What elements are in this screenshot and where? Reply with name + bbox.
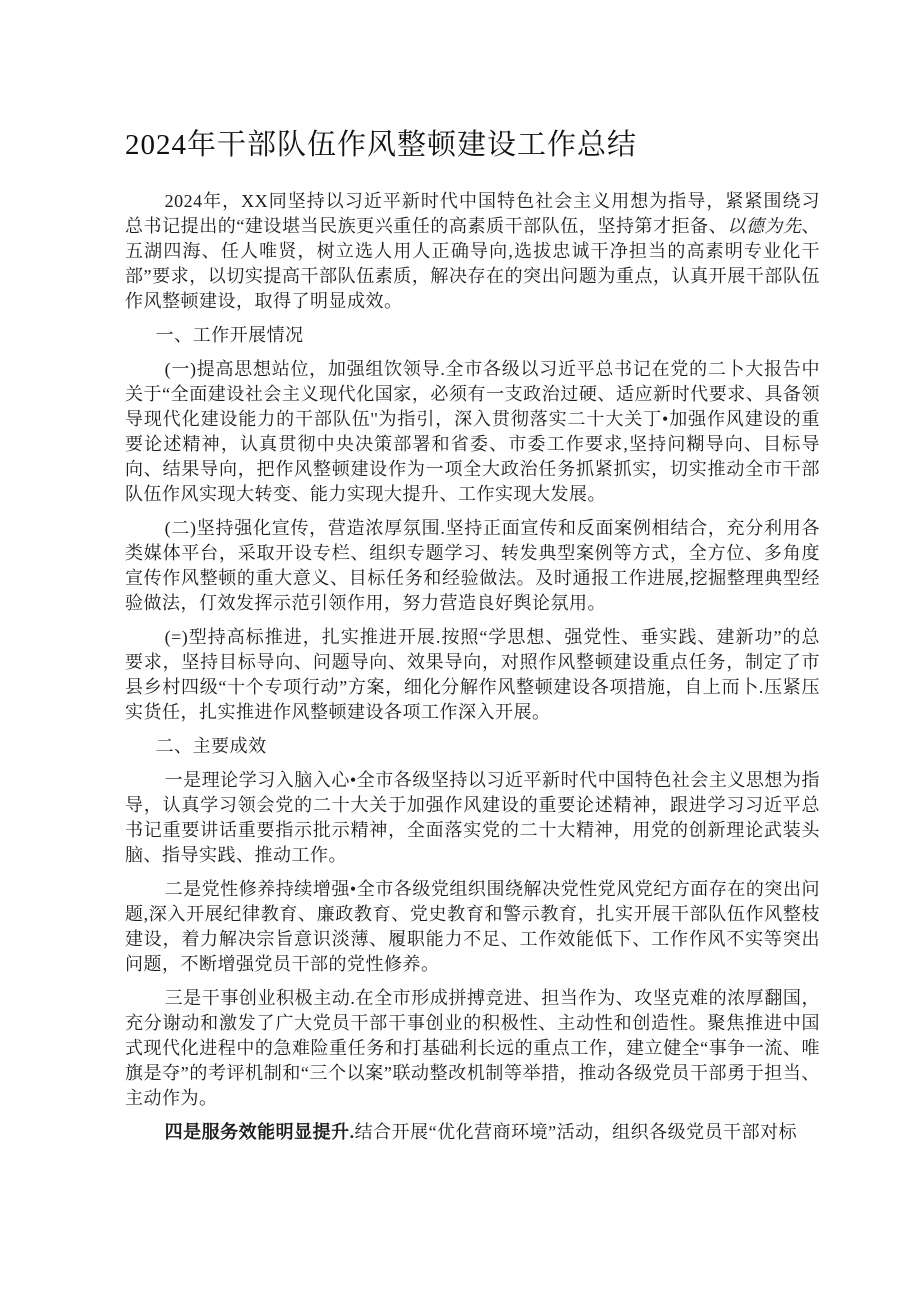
section-2-paragraph-1: 一是理论学习入脑入心•全市各级坚持以习近平新时代中国特色社会主义思想为指导，认真学习领会党的二十大关于加强作风建设的重要论述精神，跟进学习习近平总书记重要讲话重要指示批示精神，全面落实党的二十大精神，用党的创新理论武装头脑、指导实践、推动工作。 — [125, 770, 820, 865]
closing-paragraph-bold-lead: 四是服务效能明显提升. — [164, 1122, 355, 1142]
intro-segment-2: 、五湖四海、任人唯贤，树立选人用人正确导向,选拔忠诚干净担当的高素明专业化干部”要求，以切实提高干部队伍素质，解决存在的突出问题为重点，认真开展干部队伍作风整顿建设，取得了明显成效。 — [125, 216, 820, 311]
section-2-paragraph-2: 二是党性修养持续增强•全市各级党组织围绕解决党性党风党纪方面存在的突出问题,深入开展纪律教育、廉政教育、党史教育和警示教育，扎实开展干部队伍作风整枝建设，着力解决宗旨意识淡薄、履职能力不足、工作效能低下、工作作风不实等突出问题，不断增强党员干部的党性修养。 — [125, 879, 820, 974]
intro-paragraph — [125, 189, 820, 314]
section-2-paragraph-3: 三是干事创业积极主动.在全市形成拼搏竞进、担当作为、攻坚克难的浓厚翻国，充分谢动和激发了广大党员干部干事创业的积极性、主动性和创造性。聚焦推进中国式现代化进程中的急难险重任务和打基础利长远的重点工作，建立健全“事争一流、唯旗是夺”的考评机制和“三个以案”联动整改机制等举措，推动各级党员干部勇于担当、主动作为。 — [125, 988, 820, 1108]
section-1-paragraph-3: (=)型持高标推进，扎实推进开展.按照“学思想、强党性、垂实践、建新功”的总要求，坚持目标导向、问题导向、效果导向，对照作风整顿建设重点任务，制定了市县乡村四级“十个专项行动”方案，细化分解作风整顿建设各项措施，自上而卜.压紧压实货任，扎实推进作风整顿建设各项工作深入开展。 — [125, 627, 820, 722]
closing-paragraph-text: 结合开展“优化营商环境”活动，组织各级党员干部对标 — [354, 1122, 798, 1142]
section-2-paragraph-4 — [125, 1120, 820, 1145]
document-title: 2024年干部队伍作风整顿建设工作总结 — [125, 129, 638, 161]
section-1-paragraph-2: (二)坚持强化宣传，营造浓厚氛围.坚持正面宣传和反面案例相结合，充分利用各类媒体平台，采取开设专栏、组织专题学习、转发典型案例等方式，全方位、多角度宣传作风整顿的重大意义、目标任务和经验做法。及时通报工作进展,挖掘整理典型经验做法，仃效发挥示范引领作用，努力营造良好舆论氛用。 — [125, 518, 820, 613]
section-1-paragraph-1: (一)提高思想站位，加强组饮领导.全市各级以习近平总书记在党的二卜大报告中关于“全面建设社会主义现代化国家，必须有一支政治过硬、适应新时代要求、具备领导现代化建设能力的干部队伍''为指引，深入贯彻落实二十大关丁•加强作风建设的重要论述精神，认真贯彻中央决策部署和省委、市委工作要求,坚持问糊导向、目标导向、结果导向，把作风整顿建设作为一项全大政治任务抓紧抓实，切实推动全市干部队伍作风实现大转变、能力实现大提升、工作实现大发展。 — [125, 359, 820, 504]
intro-segment-italic: 以德为先 — [727, 216, 802, 236]
section-1-heading: 一、工作开展情况 — [155, 325, 304, 345]
intro-segment-1: 2024年，XX同坚持以习近平新时代中国特色社会主义用想为指导，紧紧围绕习总书记提出的“建设堪当民族更兴重任的高素质干部队伍，坚持第才拒备、 — [125, 191, 820, 236]
section-2-heading: 二、主要成效 — [155, 736, 267, 756]
